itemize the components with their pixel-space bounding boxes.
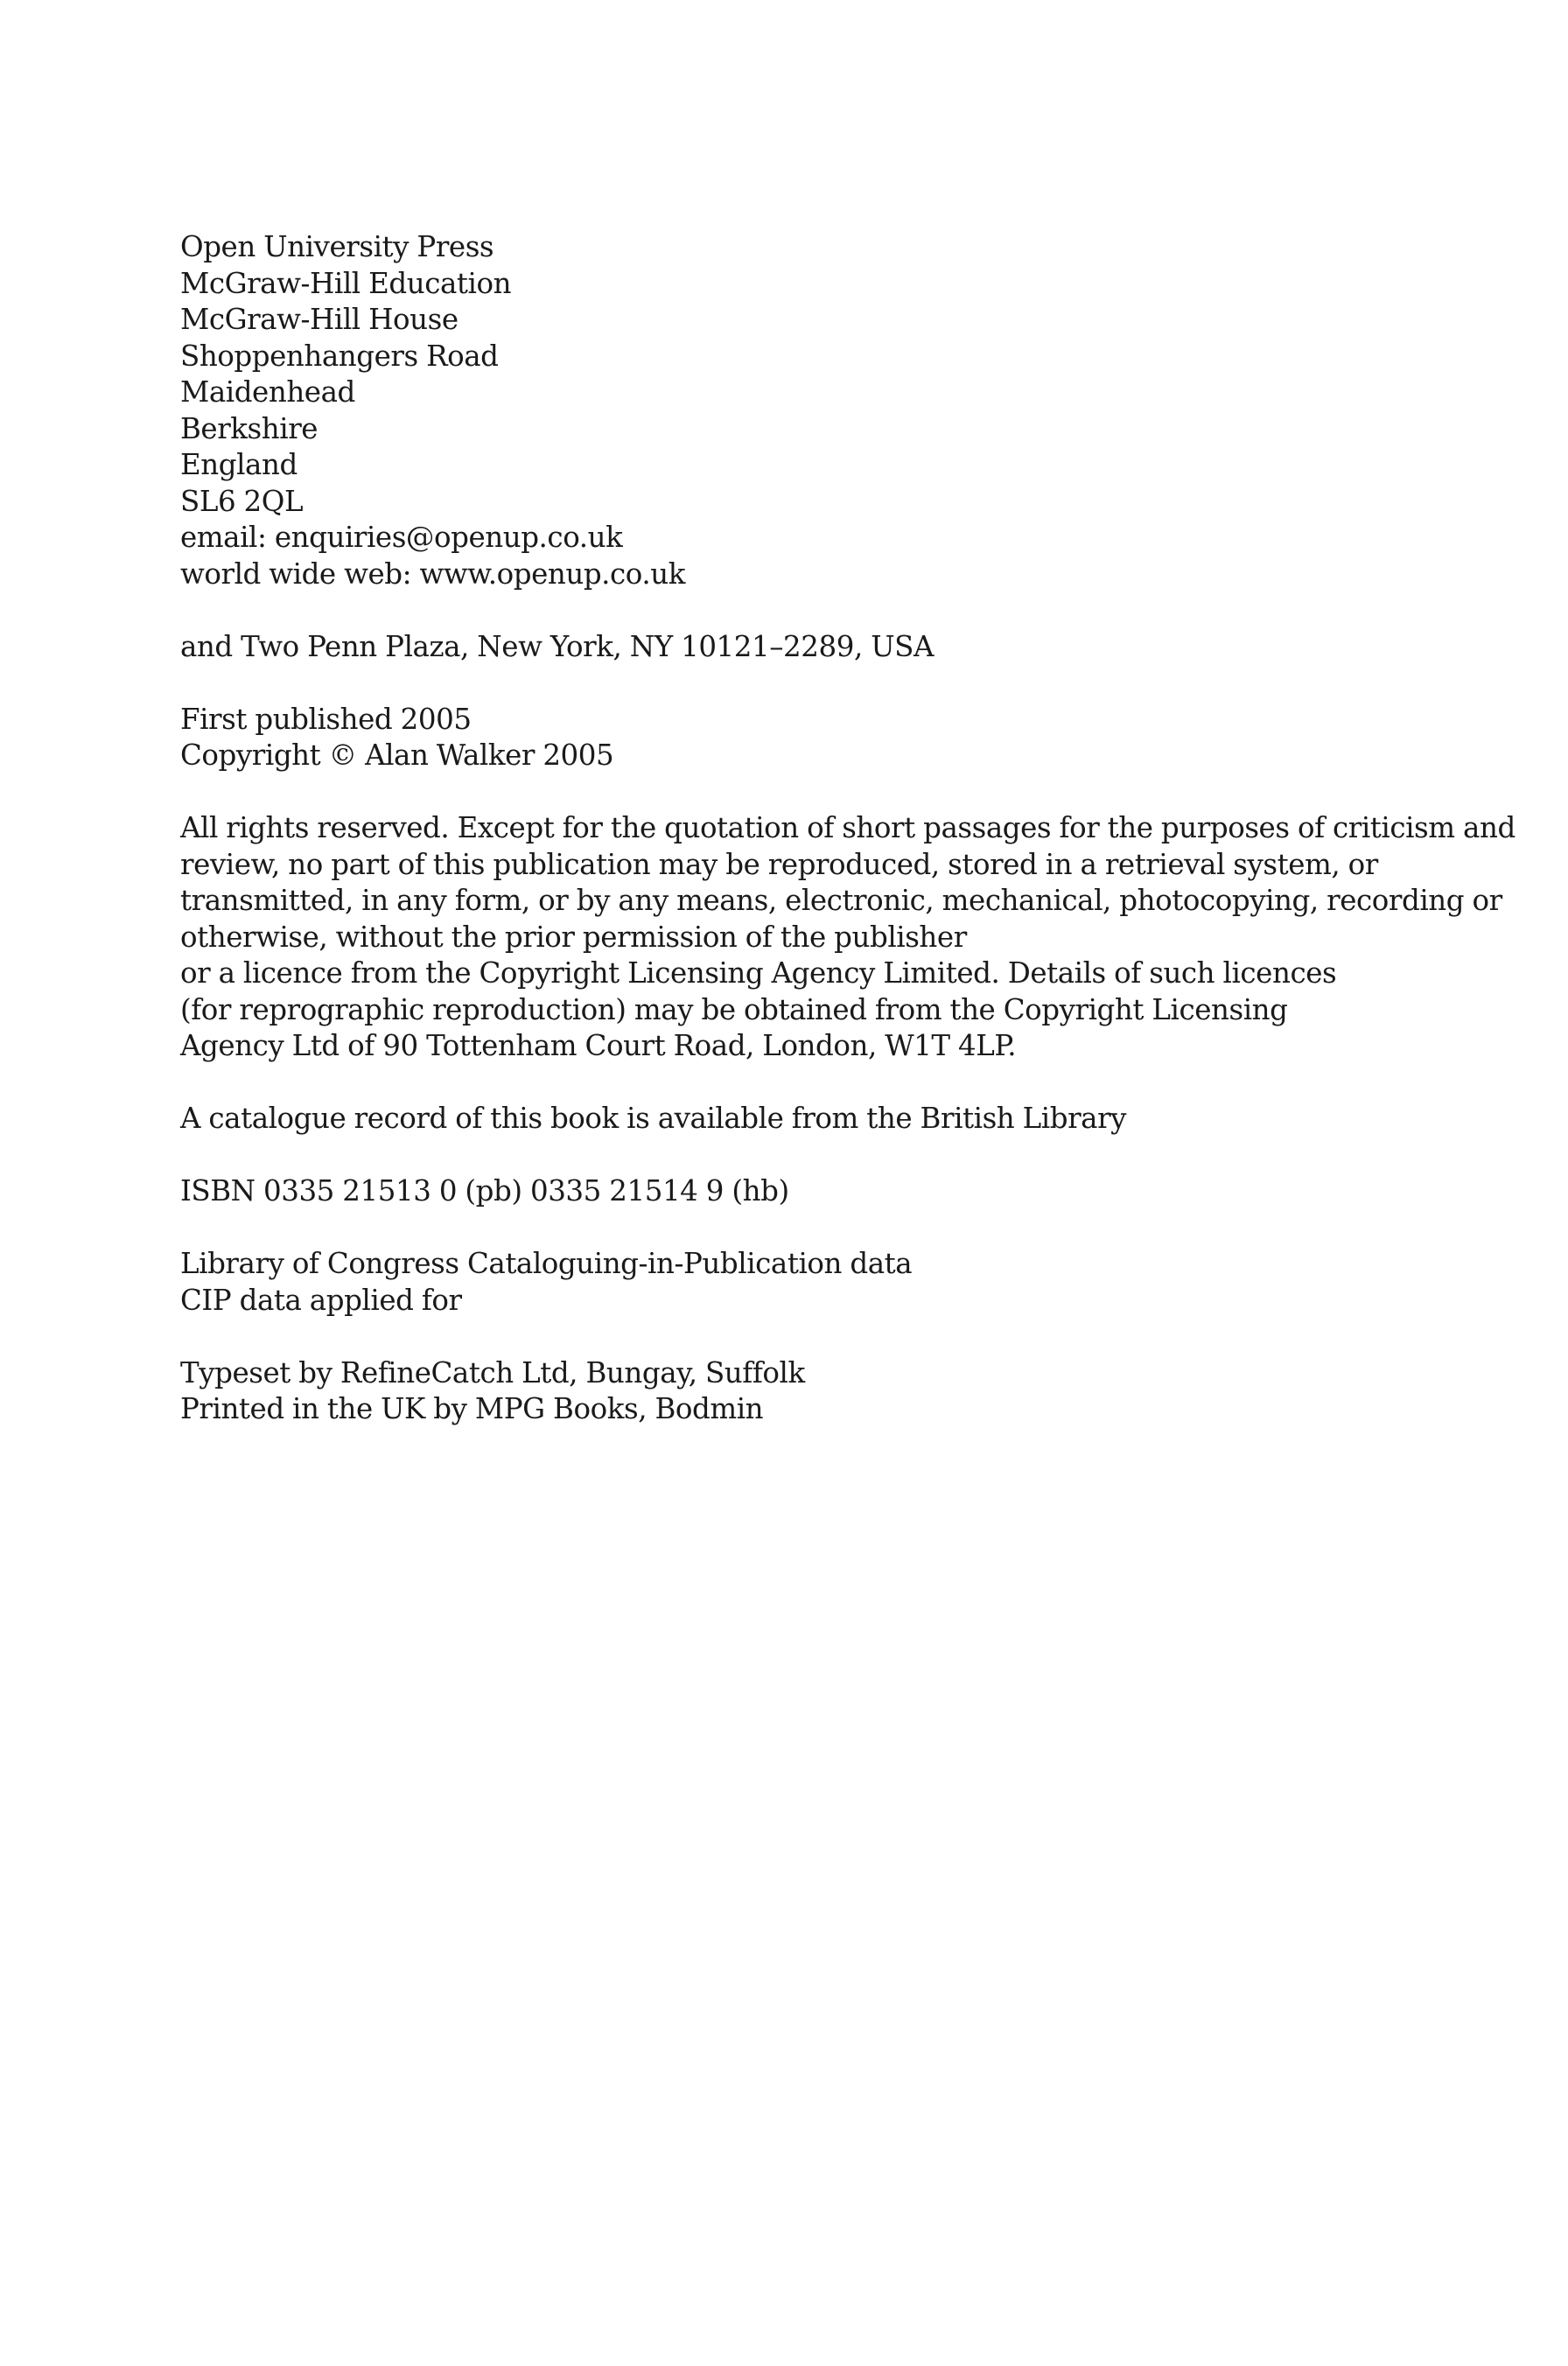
catalogue-record (180, 1101, 1405, 1138)
spacer (180, 592, 1405, 629)
publisher-country: England (180, 448, 298, 481)
rights-line: Agency Ltd of 90 Tottenham Court Road, London, W1T 4LP. (180, 1029, 1017, 1062)
spacer (180, 1138, 1405, 1174)
publisher-company: McGraw-Hill Education (180, 266, 512, 300)
rights-line: (for reprographic reproduction) may be obtained from the Copyright Licensing (180, 992, 1288, 1026)
printed-line: Printed in the UK by MPG Books, Bodmin (180, 1392, 764, 1425)
spacer (180, 774, 1405, 811)
spacer (180, 665, 1405, 702)
publisher-email: email: enquiries@openup.co.uk (180, 521, 623, 554)
us-address (180, 629, 1405, 666)
copyright-notice: Copyright © Alan Walker 2005 (180, 738, 614, 772)
publisher-house: McGraw-Hill House (180, 303, 458, 336)
publisher-name: Open University Press (180, 230, 494, 263)
spacer (180, 1065, 1405, 1102)
rights-line: or a licence from the Copyright Licensing Agency Limited. Details of such licences (180, 956, 1337, 990)
production-credits (180, 1355, 1405, 1428)
publisher-website: world wide web: www.openup.co.uk (180, 556, 685, 591)
rights-line: transmitted, in any form, or by any means, electronic, mechanical, photocopying, recording or (180, 884, 1502, 917)
us-address-line: and Two Penn Plaza, New York, NY 10121–2289, USA (180, 629, 934, 663)
first-published: First published 2005 (180, 702, 472, 736)
rights-statement (180, 810, 1516, 1065)
spacer (180, 1319, 1405, 1355)
isbn-line: ISBN 0335 21513 0 (pb) 0335 21514 9 (hb) (180, 1174, 789, 1208)
cip-block (180, 1246, 1405, 1319)
isbn-block (180, 1173, 1405, 1210)
publisher-town: Maidenhead (180, 375, 355, 409)
typeset-line: Typeset by RefineCatch Ltd, Bungay, Suffolk (180, 1355, 805, 1390)
cip-line: Library of Congress Cataloguing-in-Publication data (180, 1247, 913, 1280)
publisher-address (180, 229, 1405, 592)
imprint-content (180, 229, 1516, 1428)
rights-line: otherwise, without the prior permission of the publisher (180, 920, 967, 954)
rights-line: All rights reserved. Except for the quotation of short passages for the purposes of criticism and (180, 811, 1516, 844)
publisher-county: Berkshire (180, 411, 318, 445)
publisher-postcode: SL6 2QL (180, 484, 304, 518)
spacer (180, 1210, 1405, 1247)
cip-line: CIP data applied for (180, 1283, 462, 1317)
catalogue-line: A catalogue record of this book is available from the British Library (180, 1102, 1127, 1135)
publisher-road: Shoppenhangers Road (180, 339, 499, 373)
publication-info (180, 702, 1405, 774)
rights-line: review, no part of this publication may be reproduced, stored in a retrieval system, or (180, 847, 1378, 881)
